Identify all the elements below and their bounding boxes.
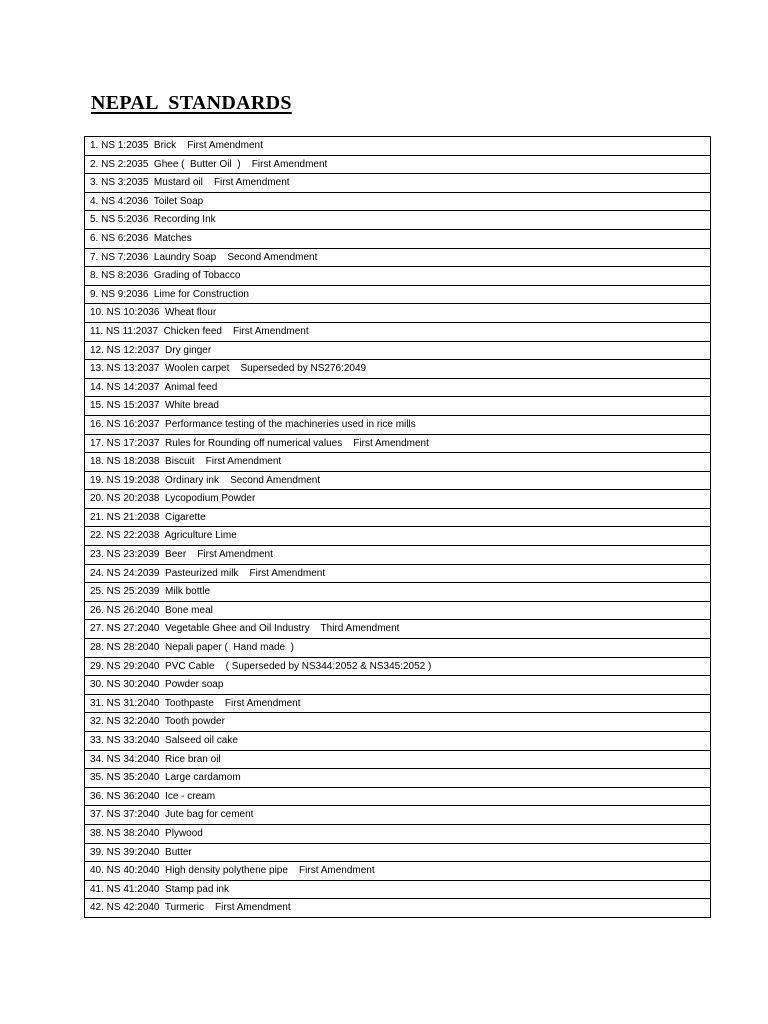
table-row <box>85 583 711 602</box>
table-row <box>85 434 711 453</box>
standard-entry: 3. NS 3:2035 Mustard oil First Amendment <box>85 174 711 193</box>
table-row <box>85 248 711 267</box>
standard-entry: 13. NS 13:2037 Woolen carpet Superseded by NS276:2049 <box>85 360 711 379</box>
table-row <box>85 192 711 211</box>
table-row <box>85 564 711 583</box>
standard-entry: 40. NS 40:2040 High density polythene pipe First Amendment <box>85 862 711 881</box>
table-row <box>85 415 711 434</box>
page-title: NEPAL STANDARDS <box>91 92 292 114</box>
table-row <box>85 843 711 862</box>
table-row <box>85 490 711 509</box>
standard-entry: 23. NS 23:2039 Beer First Amendment <box>85 546 711 565</box>
standard-entry: 29. NS 29:2040 PVC Cable ( Superseded by NS344:2052 & NS345:2052 ) <box>85 657 711 676</box>
table-row <box>85 527 711 546</box>
standard-entry: 16. NS 16:2037 Performance testing of the machineries used in rice mills <box>85 415 711 434</box>
standard-entry: 42. NS 42:2040 Turmeric First Amendment <box>85 899 711 918</box>
standard-entry: 37. NS 37:2040 Jute bag for cement <box>85 806 711 825</box>
standard-entry: 17. NS 17:2037 Rules for Rounding off numerical values First Amendment <box>85 434 711 453</box>
standard-entry: 31. NS 31:2040 Toothpaste First Amendment <box>85 694 711 713</box>
standard-entry: 19. NS 19:2038 Ordinary ink Second Amendment <box>85 471 711 490</box>
table-row <box>85 229 711 248</box>
table-row <box>85 546 711 565</box>
standard-entry: 1. NS 1:2035 Brick First Amendment <box>85 137 711 156</box>
table-row <box>85 806 711 825</box>
table-row <box>85 899 711 918</box>
table-row <box>85 360 711 379</box>
table-row <box>85 322 711 341</box>
table-row <box>85 453 711 472</box>
standard-entry: 2. NS 2:2035 Ghee ( Butter Oil ) First Amendment <box>85 155 711 174</box>
standard-entry: 18. NS 18:2038 Biscuit First Amendment <box>85 453 711 472</box>
table-row <box>85 378 711 397</box>
table-row <box>85 155 711 174</box>
standard-entry: 9. NS 9:2036 Lime for Construction <box>85 285 711 304</box>
table-row <box>85 732 711 751</box>
standard-entry: 6. NS 6:2036 Matches <box>85 229 711 248</box>
table-row <box>85 397 711 416</box>
standard-entry: 28. NS 28:2040 Nepali paper ( Hand made ) <box>85 639 711 658</box>
table-row <box>85 304 711 323</box>
standard-entry: 4. NS 4:2036 Toilet Soap <box>85 192 711 211</box>
table-row <box>85 787 711 806</box>
standard-entry: 41. NS 41:2040 Stamp pad ink <box>85 880 711 899</box>
table-row <box>85 471 711 490</box>
standard-entry: 32. NS 32:2040 Tooth powder <box>85 713 711 732</box>
table-row <box>85 639 711 658</box>
standard-entry: 21. NS 21:2038 Cigarette <box>85 508 711 527</box>
standard-entry: 34. NS 34:2040 Rice bran oil <box>85 750 711 769</box>
standard-entry: 35. NS 35:2040 Large cardamom <box>85 769 711 788</box>
standard-entry: 38. NS 38:2040 Plywood <box>85 824 711 843</box>
standard-entry: 10. NS 10:2036 Wheat flour <box>85 304 711 323</box>
standard-entry: 24. NS 24:2039 Pasteurized milk First Amendment <box>85 564 711 583</box>
standard-entry: 30. NS 30:2040 Powder soap <box>85 676 711 695</box>
table-row <box>85 769 711 788</box>
standard-entry: 20. NS 20:2038 Lycopodium Powder <box>85 490 711 509</box>
table-row <box>85 694 711 713</box>
table-row <box>85 824 711 843</box>
table-row <box>85 267 711 286</box>
standard-entry: 7. NS 7:2036 Laundry Soap Second Amendment <box>85 248 711 267</box>
table-row <box>85 676 711 695</box>
standards-list <box>85 137 711 918</box>
standard-entry: 27. NS 27:2040 Vegetable Ghee and Oil Industry Third Amendment <box>85 620 711 639</box>
standard-entry: 36. NS 36:2040 Ice - cream <box>85 787 711 806</box>
standard-entry: 14. NS 14:2037 Animal feed <box>85 378 711 397</box>
standard-entry: 33. NS 33:2040 Salseed oil cake <box>85 732 711 751</box>
table-row <box>85 713 711 732</box>
standards-table <box>84 136 711 918</box>
table-row <box>85 880 711 899</box>
table-row <box>85 508 711 527</box>
standard-entry: 15. NS 15:2037 White bread <box>85 397 711 416</box>
table-row <box>85 601 711 620</box>
table-row <box>85 341 711 360</box>
table-row <box>85 750 711 769</box>
standard-entry: 25. NS 25:2039 Milk bottle <box>85 583 711 602</box>
table-row <box>85 137 711 156</box>
table-row <box>85 211 711 230</box>
standard-entry: 5. NS 5:2036 Recording Ink <box>85 211 711 230</box>
standard-entry: 8. NS 8:2036 Grading of Tobacco <box>85 267 711 286</box>
standard-entry: 12. NS 12:2037 Dry ginger <box>85 341 711 360</box>
table-row <box>85 620 711 639</box>
standard-entry: 22. NS 22:2038 Agriculture Lime <box>85 527 711 546</box>
standard-entry: 39. NS 39:2040 Butter <box>85 843 711 862</box>
standard-entry: 26. NS 26:2040 Bone meal <box>85 601 711 620</box>
standard-entry: 11. NS 11:2037 Chicken feed First Amendment <box>85 322 711 341</box>
table-row <box>85 174 711 193</box>
table-row <box>85 285 711 304</box>
table-row <box>85 862 711 881</box>
table-row <box>85 657 711 676</box>
